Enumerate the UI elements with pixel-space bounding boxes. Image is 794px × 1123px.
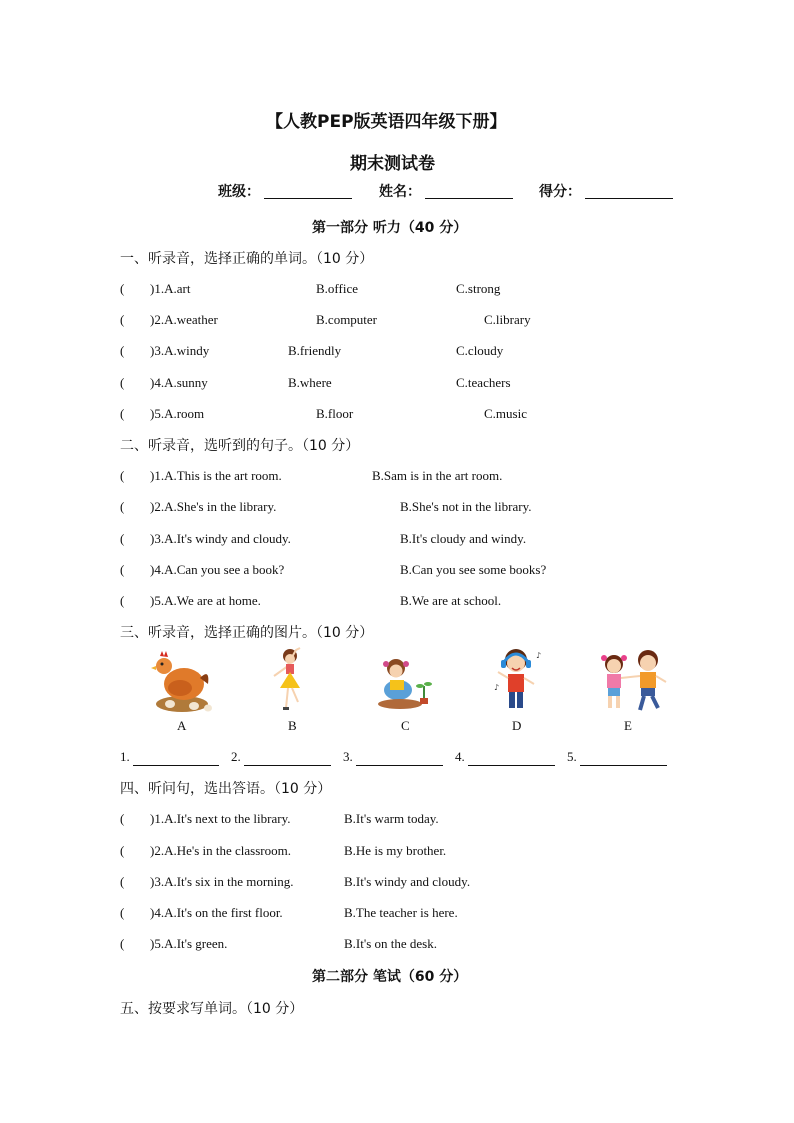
q1-option-c: C.cloudy <box>456 343 504 358</box>
q4-paren: ( <box>120 936 125 951</box>
dancing-girl-icon <box>268 646 314 716</box>
q2-paren: ( <box>120 562 125 577</box>
svg-text:♪: ♪ <box>536 651 542 660</box>
q3-heading: 三、听录音，选择正确的图片。（10 分） <box>120 625 374 641</box>
q4-paren: ( <box>120 843 125 858</box>
q1-option-a: )5.A.room <box>150 406 205 421</box>
class-blank[interactable] <box>264 181 352 199</box>
walking-children-icon <box>596 646 676 716</box>
picture-label-b: B <box>288 718 297 733</box>
q2-option-a: )1.A.This is the art room. <box>150 468 282 483</box>
q1-option-a: )3.A.windy <box>150 343 210 358</box>
q1-option-a: )4.A.sunny <box>150 375 208 390</box>
answer-blank-number: 5. <box>567 749 577 764</box>
q1-option-c: C.teachers <box>456 375 511 390</box>
q4-paren: ( <box>120 905 125 920</box>
hen-icon <box>150 648 212 714</box>
picture-label-e: E <box>624 718 632 733</box>
q4-option-a: )4.A.It's on the first floor. <box>150 905 283 920</box>
picture-label-d: D <box>512 718 522 733</box>
q4-heading: 四、听问句，选出答语。（10 分） <box>120 781 332 797</box>
answer-blank-number: 3. <box>343 749 353 764</box>
q1-paren: ( <box>120 375 125 390</box>
q1-paren: ( <box>120 343 125 358</box>
q1-option-b: B.computer <box>316 312 378 327</box>
q5-heading: 五、按要求写单词。（10 分） <box>120 1001 304 1017</box>
q2-option-b: B.It's cloudy and windy. <box>400 531 527 546</box>
answer-blank[interactable] <box>468 749 555 766</box>
q1-option-a: )2.A.weather <box>150 312 218 327</box>
q2-heading: 二、听录音，选听到的句子。（10 分） <box>120 438 360 454</box>
q1-option-b: B.office <box>316 281 358 296</box>
q1-paren: ( <box>120 406 125 421</box>
answer-blank[interactable] <box>244 749 331 766</box>
q2-option-a: )3.A.It's windy and cloudy. <box>150 531 291 546</box>
q4-option-a: )1.A.It's next to the library. <box>150 811 291 826</box>
q4-option-a: )5.A.It's green. <box>150 936 228 951</box>
q4-option-b: B.It's on the desk. <box>344 936 437 951</box>
q2-option-a: )5.A.We are at home. <box>150 593 261 608</box>
answer-blank-number: 4. <box>455 749 465 764</box>
q4-paren: ( <box>120 874 125 889</box>
part2-heading: 第二部分 笔试（60 分） <box>312 969 468 985</box>
name-blank[interactable] <box>425 181 513 199</box>
answer-blank-number: 2. <box>231 749 241 764</box>
name-label: 姓名： <box>379 184 421 200</box>
q1-option-b: B.where <box>288 375 332 390</box>
q1-option-c: C.library <box>484 312 531 327</box>
q4-paren: ( <box>120 811 125 826</box>
q4-option-b: B.It's windy and cloudy. <box>344 874 471 889</box>
q1-option-c: C.music <box>484 406 527 421</box>
q2-paren: ( <box>120 593 125 608</box>
part1-heading: 第一部分 听力（40 分） <box>312 220 468 236</box>
score-label: 得分： <box>539 184 581 200</box>
answer-blank[interactable] <box>356 749 443 766</box>
q2-option-b: B.She's not in the library. <box>400 499 532 514</box>
q4-option-b: B.He is my brother. <box>344 843 447 858</box>
q4-option-a: )2.A.He's in the classroom. <box>150 843 291 858</box>
q1-option-a: )1.A.art <box>150 281 191 296</box>
q2-paren: ( <box>120 531 125 546</box>
q2-option-a: )4.A.Can you see a book? <box>150 562 285 577</box>
q1-paren: ( <box>120 312 125 327</box>
q2-option-b: B.Can you see some books? <box>400 562 547 577</box>
q4-option-b: B.The teacher is here. <box>344 905 458 920</box>
exam-title: 【人教PEP版英语四年级下册】 <box>266 112 507 132</box>
q1-heading: 一、听录音，选择正确的单词。（10 分） <box>120 251 374 267</box>
score-blank[interactable] <box>585 181 673 199</box>
q1-option-b: B.floor <box>316 406 354 421</box>
q1-option-b: B.friendly <box>288 343 342 358</box>
answer-blank-number: 1. <box>120 749 130 764</box>
reading-girl-icon <box>374 656 436 712</box>
q4-option-a: )3.A.It's six in the morning. <box>150 874 294 889</box>
exam-subtitle: 期末测试卷 <box>350 154 435 174</box>
q2-option-b: B.Sam is in the art room. <box>372 468 503 483</box>
q2-option-b: B.We are at school. <box>400 593 502 608</box>
class-label: 班级： <box>218 184 260 200</box>
q4-option-b: B.It's warm today. <box>344 811 439 826</box>
q1-option-c: C.strong <box>456 281 501 296</box>
q2-paren: ( <box>120 499 125 514</box>
music-boy-icon <box>492 644 544 714</box>
answer-blank[interactable] <box>580 749 667 766</box>
svg-text:♪: ♪ <box>494 683 500 692</box>
q2-paren: ( <box>120 468 125 483</box>
q1-paren: ( <box>120 281 125 296</box>
picture-label-a: A <box>177 718 187 733</box>
picture-label-c: C <box>401 718 410 733</box>
answer-blank[interactable] <box>133 749 219 766</box>
q2-option-a: )2.A.She's in the library. <box>150 499 277 514</box>
